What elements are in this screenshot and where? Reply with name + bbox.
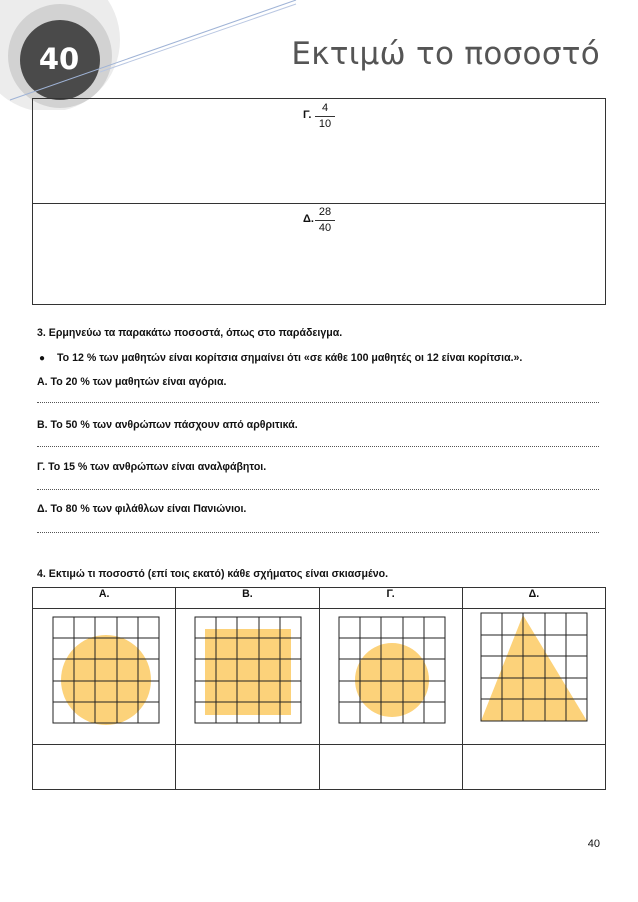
fraction-row — [33, 99, 605, 204]
fraction-denominator: 10 — [315, 116, 335, 132]
answer-line[interactable] — [37, 402, 599, 404]
shaded-square-figure — [176, 609, 319, 739]
answer-cell[interactable] — [319, 745, 462, 790]
column-header: Β. — [176, 588, 319, 609]
exercise-3-item: Α. Το 20 % των μαθητών είναι αγόρια. — [37, 376, 227, 388]
exercise-3-item: Δ. Το 80 % των φιλάθλων είναι Πανιώνιοι. — [37, 503, 247, 515]
page-number: 40 — [587, 838, 600, 850]
shaded-small-circle-figure — [320, 609, 463, 739]
exercise-3-example: Το 12 % των μαθητών είναι κορίτσια σημαίνει ότι «σε κάθε 100 μαθητές οι 12 είναι κορίτσια.». — [57, 352, 523, 364]
exercise-4-title: 4. Εκτιμώ τι ποσοστό (επί τοις εκατό) κάθε σχήματος είναι σκιασμένο. — [37, 568, 389, 580]
answer-line[interactable] — [37, 446, 599, 448]
exercise-3-item: Γ. Το 15 % των ανθρώπων είναι αναλφάβητοι. — [37, 461, 267, 473]
answer-cell[interactable] — [176, 745, 319, 790]
fraction-numerator: 28 — [318, 206, 332, 218]
fraction-numerator: 4 — [321, 102, 329, 114]
fraction-row — [33, 203, 605, 305]
figure-cell — [462, 609, 605, 745]
column-header: Γ. — [319, 588, 462, 609]
fraction-denominator: 40 — [315, 220, 335, 236]
shapes-table — [32, 587, 606, 790]
column-header: Α. — [33, 588, 176, 609]
shaded-circle-figure — [33, 609, 176, 739]
figure-cell — [176, 609, 319, 745]
answer-cell[interactable] — [462, 745, 605, 790]
fraction — [315, 205, 335, 236]
fraction-label: Δ. — [303, 213, 314, 225]
fraction-box — [32, 98, 606, 305]
figure-cell — [319, 609, 462, 745]
lesson-number-badge: 40 — [38, 42, 80, 76]
exercise-3-item: Β. Το 50 % των ανθρώπων πάσχουν από αρθριτικά. — [37, 419, 298, 431]
shaded-triangle-figure — [463, 609, 606, 739]
answer-cell[interactable] — [33, 745, 176, 790]
column-header: Δ. — [462, 588, 605, 609]
figure-cell — [33, 609, 176, 745]
fraction — [315, 101, 335, 132]
answer-line[interactable] — [37, 489, 599, 491]
answer-line[interactable] — [37, 532, 599, 534]
fraction-label: Γ. — [303, 109, 312, 121]
bullet-icon: ● — [39, 353, 46, 364]
exercise-3-title: 3. Ερμηνεύω τα παρακάτω ποσοστά, όπως στο παράδειγμα. — [37, 327, 343, 339]
page-title: Εκτιμώ το ποσοστό — [291, 36, 600, 72]
